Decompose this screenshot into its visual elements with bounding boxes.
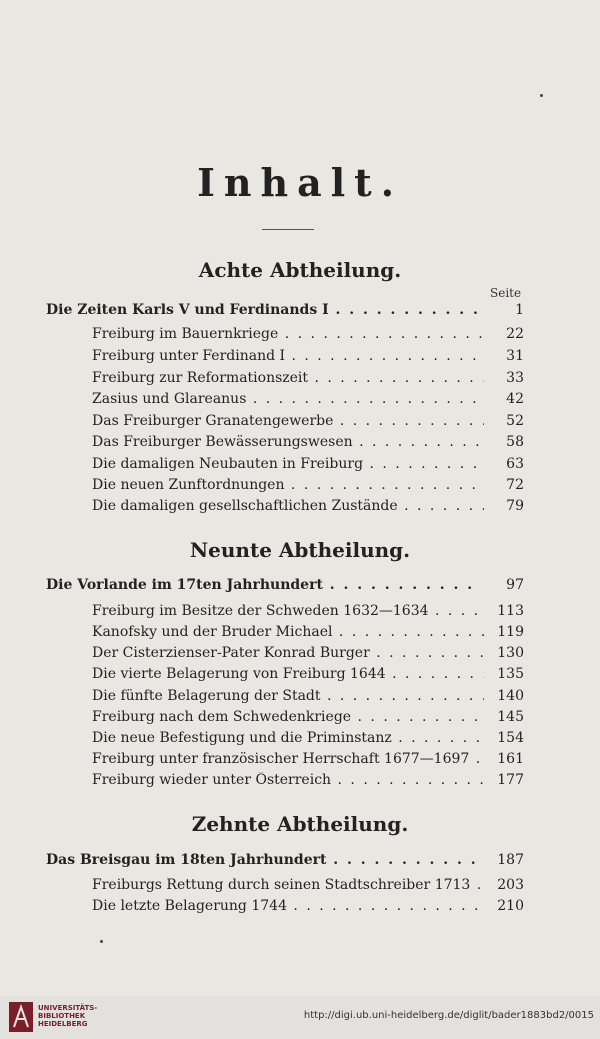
toc-entry[interactable] [0,603,600,625]
toc-entry-label: Das Freiburger Bewässerungswesen . . . [92,434,484,450]
toc-entry-page: 79 [506,498,524,514]
toc-entry-page: 1 [515,302,524,318]
toc-entry-label: Die vierte Belagerung von Freiburg 1644 . . . [92,666,484,682]
library-name [38,1004,118,1028]
toc-entry-page: 58 [506,434,524,450]
toc-entry-page: 33 [506,370,524,386]
toc-entry-label: Freiburg unter französischer Herrschaft 1677—1697 . . . [92,751,484,767]
toc-entry-page: 210 [497,898,524,914]
section-heading-8: Achte Abtheilung. [198,258,402,282]
toc-entry[interactable] [0,477,600,499]
toc-entry-label: Freiburg zur Reformationszeit . . . [92,370,484,386]
toc-entry[interactable] [0,498,600,520]
toc-entry-page: 161 [497,751,524,767]
toc-entry-label: Freiburg im Besitze der Schweden 1632—1634 . . . [92,603,484,619]
toc-entry[interactable] [0,413,600,435]
toc-entry[interactable] [0,391,600,413]
source-url-link[interactable]: http://digi.ub.uni-heidelberg.de/diglit/bader1883bd2/0015 [303,1010,594,1021]
toc-entry-page: 63 [506,456,524,472]
toc-entry[interactable] [0,348,600,370]
toc-entry[interactable] [0,898,600,920]
page-title: Inhalt. [197,160,403,205]
toc-entry[interactable] [0,852,600,874]
toc-entry-label: Der Cisterzienser-Pater Konrad Burger . . . [92,645,484,661]
section-heading-9: Neunte Abtheilung. [189,538,411,562]
speck [100,940,103,943]
library-name-line: UNIVERSITÄTS- [38,1004,98,1012]
toc-entry-label: Die fünfte Belagerung der Stadt . . . [92,688,484,704]
toc-entry-page: 140 [497,688,524,704]
toc-entry-label: Freiburg nach dem Schwedenkriege . . . [92,709,484,725]
toc-entry[interactable] [0,370,600,392]
toc-entry-label: Die Zeiten Karls V und Ferdinands I . . . [46,302,480,318]
toc-entry[interactable] [0,434,600,456]
toc-entry[interactable] [0,877,600,899]
toc-entry[interactable] [0,666,600,688]
toc-entry-page: 72 [506,477,524,493]
university-library-logo-icon [8,1001,34,1033]
speck [540,94,543,97]
toc-entry[interactable] [0,688,600,710]
toc-entry-page: 22 [506,326,524,342]
toc-entry-page: 119 [497,624,524,640]
toc-entry-label: Die letzte Belagerung 1744 . . . [92,898,484,914]
toc-entry[interactable] [0,709,600,731]
toc-entry-page: 113 [497,603,524,619]
toc-entry[interactable] [0,772,600,794]
toc-entry[interactable] [0,730,600,752]
toc-entry-label: Die neue Befestigung und die Priminstanz . . . [92,730,484,746]
toc-entry-page: 97 [506,577,524,593]
toc-entry-page: 203 [497,877,524,893]
toc-entry-page: 154 [497,730,524,746]
toc-entry[interactable] [0,577,600,599]
toc-entry-label: Freiburgs Rettung durch seinen Stadtschreiber 1713 . . . [92,877,484,893]
toc-entry[interactable] [0,751,600,773]
toc-entry-label: Freiburg unter Ferdinand I . . . [92,348,484,364]
toc-entry-page: 187 [497,852,524,868]
toc-entry-label: Das Freiburger Granatengewerbe . . . [92,413,484,429]
toc-entry-label: Die neuen Zunftordnungen . . . [92,477,484,493]
toc-entry[interactable] [0,302,600,324]
toc-entry-page: 135 [497,666,524,682]
toc-entry-label: Freiburg wieder unter Österreich . . . [92,772,484,788]
toc-entry-page: 42 [506,391,524,407]
toc-entry-page: 145 [497,709,524,725]
section-heading-10: Zehnte Abtheilung. [191,812,409,836]
digitization-footer [0,996,600,1039]
toc-entry[interactable] [0,456,600,478]
toc-entry-label: Freiburg im Bauernkriege . . . [92,326,484,342]
library-name-line: BIBLIOTHEK [38,1012,86,1020]
toc-entry-label: Das Breisgau im 18ten Jahrhundert . . . [46,852,480,868]
toc-entry-page: 177 [497,772,524,788]
toc-entry-label: Die damaligen gesellschaftlichen Zustände . . . [92,498,484,514]
toc-entry-label: Kanofsky und der Bruder Michael . . . [92,624,484,640]
toc-entry[interactable] [0,624,600,646]
toc-entry[interactable] [0,645,600,667]
toc-entry-page: 52 [506,413,524,429]
toc-entry-label: Die Vorlande im 17ten Jahrhundert . . . [46,577,480,593]
toc-entry-page: 130 [497,645,524,661]
toc-entry[interactable] [0,326,600,348]
library-name-line: HEIDELBERG [38,1020,88,1028]
toc-entry-label: Zasius und Glareanus . . . [92,391,484,407]
toc-entry-page: 31 [506,348,524,364]
page-column-header: Seite [490,286,522,300]
title-divider [262,229,314,230]
toc-entry-label: Die damaligen Neubauten in Freiburg . . . [92,456,484,472]
